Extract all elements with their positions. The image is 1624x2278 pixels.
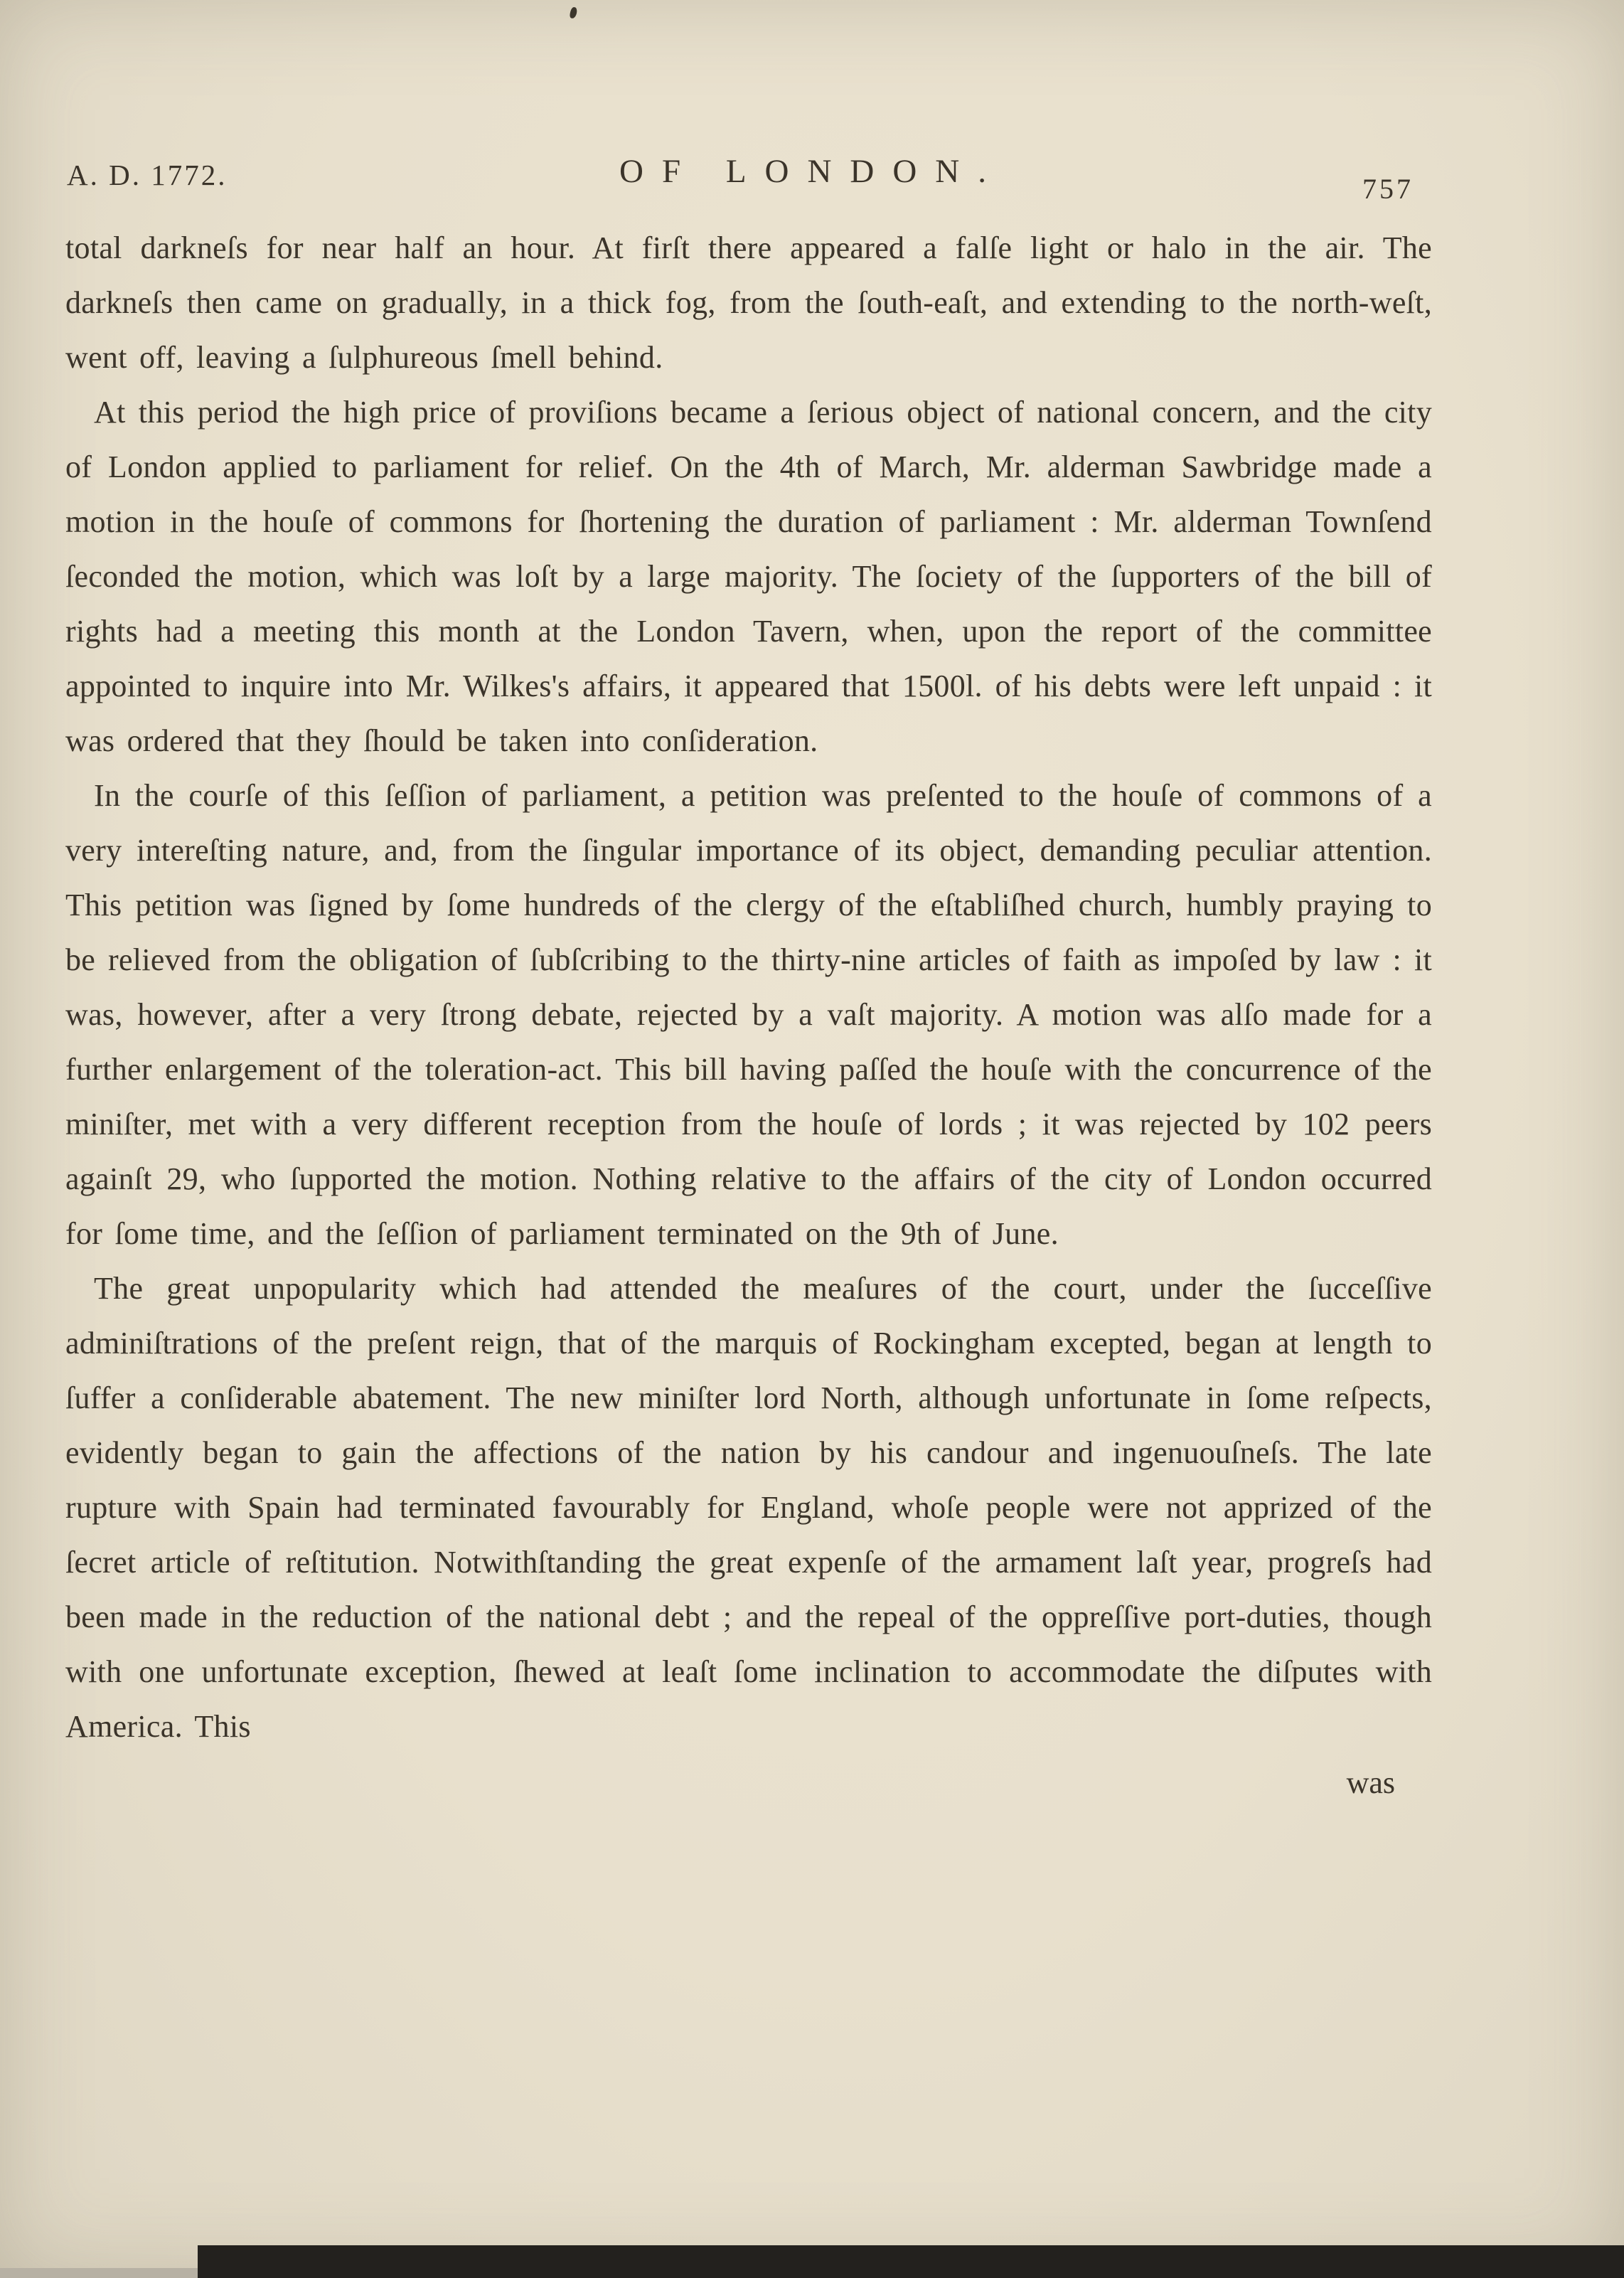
scan-bottom-edge xyxy=(198,2245,1624,2278)
catchword: was xyxy=(1346,1765,1395,1800)
ink-speck xyxy=(569,6,577,19)
running-title: OF LONDON. xyxy=(619,153,1005,190)
page-text-block xyxy=(65,220,1432,1810)
header-date: A. D. 1772. xyxy=(67,159,228,191)
paragraph-clergy-petition: In the courſe of this ſeſſion of parliament, a petition was preſented to the houſe of commons of a very intereſting nature, and, from the ſingular importance of its object, demanding peculiar attention. This petition was ſigned by ſome hundreds of the clergy of the eſtabliſhed church, humbly praying to be relieved from the obligation of ſubſcribing to the thirty-nine articles of faith as impoſed by law : it was, however, after a very ſtrong debate, rejected by a vaſt majority. A motion was alſo made for a further enlargement of the toleration-act. This bill having paſſed the houſe with the concurrence of the miniſter, met with a very different reception from the houſe of lords ; it was rejected by 102 peers againſt 29, who ſupported the motion. Nothing relative to the affairs of the city of London occurred for ſome time, and the ſeſſion of parliament terminated on the 9th of June. xyxy=(65,778,1432,1251)
paragraph-court-unpopularity: The great unpopularity which had attended the meaſures of the court, under the ſucceſſive adminiſtrations of the preſent reign, that of the marquis of Rockingham excepted, began at length to ſuffer a conſiderable abatement. The new miniſter lord North, although unfortunate in ſome reſpects, evidently began to gain the affections of the nation by his candour and ingenuouſneſs. The late rupture with Spain had terminated favourably for England, whoſe people were not apprized of the ſecret article of reſtitution. Notwithſtanding the great expenſe of the armament laſt year, progreſs had been made in the reduction of the national debt ; and the repeal of the oppreſſive port-duties, though with one unfortunate exception, ſhewed at leaſt ſome inclination to accommodate the diſputes with America. This xyxy=(65,1271,1432,1744)
paragraph-provisions-parliament: At this period the high price of proviſions became a ſerious object of national concern, and the city of London applied to parliament for relief. On the 4th of March, Mr. alderman Sawbridge made a motion in the houſe of commons for ſhortening the duration of parliament : Mr. alderman Townſend ſeconded the motion, which was loſt by a large majority. The ſociety of the ſupporters of the bill of rights had a meeting this month at the London Tavern, when, upon the report of the committee appointed to inquire into Mr. Wilkes's affairs, it appeared that 1500l. of his debts were left unpaid : it was ordered that they ſhould be taken into conſideration. xyxy=(65,395,1432,758)
scan-bottom-edge-left xyxy=(0,2268,198,2278)
paragraph-darkness-continuation: total darkneſs for near half an hour. At firſt there appeared a falſe light or halo in the air. The darkneſs then came on gradually, in a thick fog, from the ſouth-eaſt, and extending to the north-weſt, went off, leaving a ſulphureous ſmell behind. xyxy=(65,230,1432,375)
page-number: 757 xyxy=(1362,173,1414,205)
